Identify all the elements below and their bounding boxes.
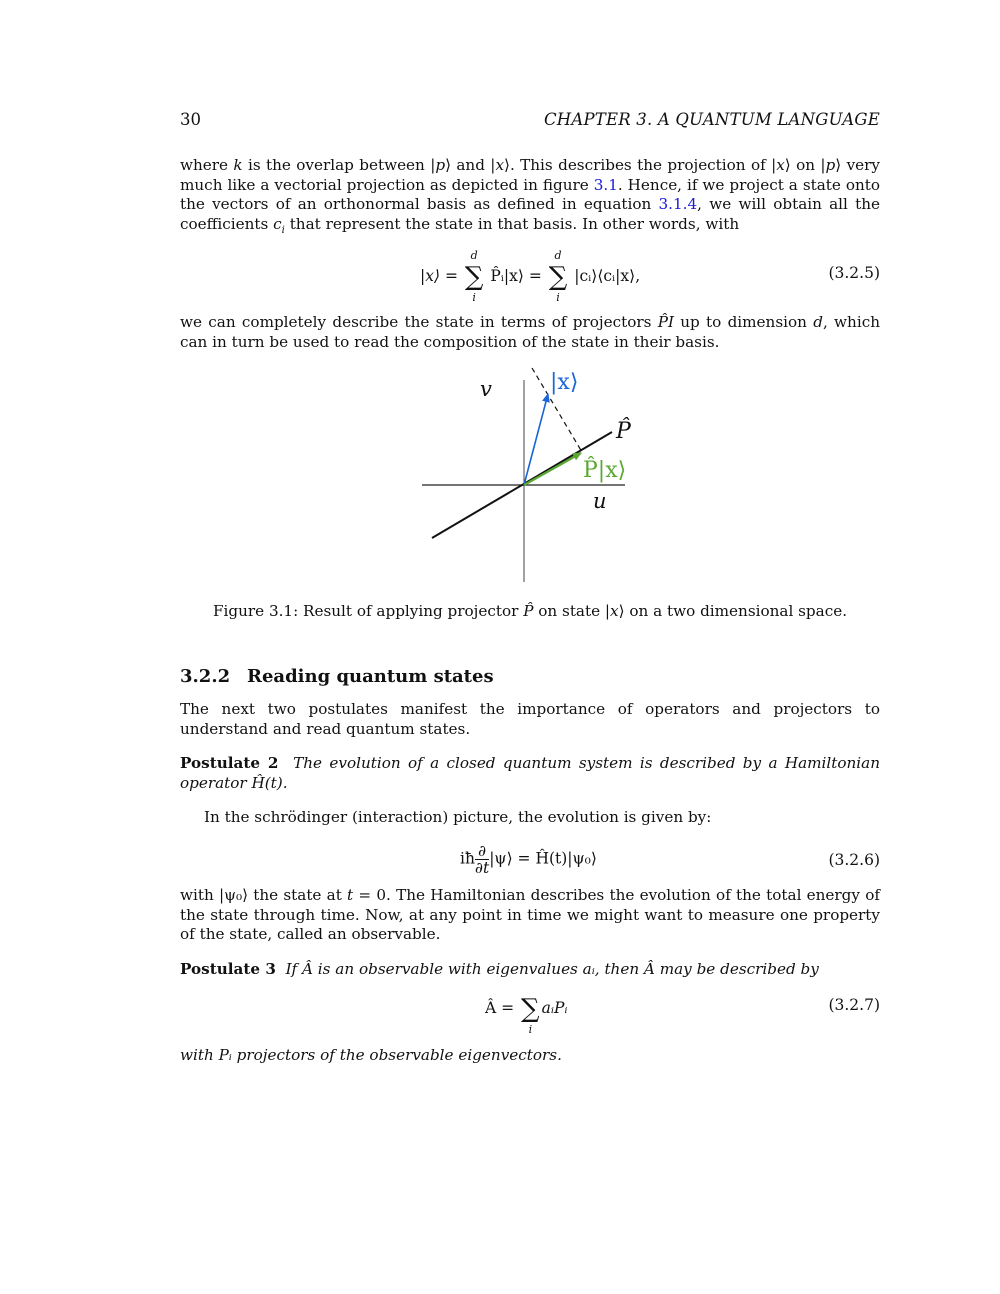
figure-ref-link[interactable]: 3.1 xyxy=(593,175,618,194)
section-heading xyxy=(180,666,494,687)
summation-symbol: ∑ d i xyxy=(464,249,484,304)
chapter-title: CHAPTER 3. A QUANTUM LANGUAGE xyxy=(543,110,880,129)
running-header xyxy=(180,110,880,132)
figure-caption: Figure 3.1: Result of applying projector P̂ on state |x⟩ on a two dimensional space. xyxy=(212,602,848,620)
postulate-3: Postulate 3 If Â is an observable with eigenvalues aᵢ, then Â may be described by xyxy=(180,960,819,978)
label-projector: P̂ xyxy=(616,419,631,444)
page-number: 30 xyxy=(180,110,201,129)
label-u: u xyxy=(593,489,607,513)
equation-3-2-7: Â = ∑ i aᵢPᵢ (3.2.7) xyxy=(485,994,880,1036)
summation-symbol: ∑ d i xyxy=(548,249,568,304)
document-page xyxy=(180,0,880,1294)
postulate-2: Postulate 2 The evolution of a closed quantum system is described by a Hamiltonian operator Ĥ(t). xyxy=(180,754,880,792)
partial-derivative: $\frac{\partial}{\partial t}$ xyxy=(474,842,490,877)
label-x-state: |x⟩ xyxy=(550,370,579,395)
equation-3-2-6: iħ $\frac{\partial}{\partial t}$ |ψ⟩ = Ĥ(t)|ψ₀⟩ (3.2.6) xyxy=(460,842,880,877)
hamiltonian-paragraph: with |ψ₀⟩ the state at t = 0. The Hamiltonian describes the evolution of the total energy of the state through time. Now, at any point in time we might want to measure one property of the state, called an observable. xyxy=(180,886,880,944)
projected-vector xyxy=(524,453,581,485)
postulates-intro-paragraph: The next two postulates manifest the importance of operators and projectors to understand and read quantum states. xyxy=(180,700,880,738)
section-title: Reading quantum states xyxy=(247,666,494,687)
label-projection: P̂|x⟩ xyxy=(583,458,627,483)
label-v: v xyxy=(480,377,492,401)
intro-paragraph: where k is the overlap between |p⟩ and |x⟩. This describes the projection of |x⟩ on |p⟩ very much like a vectorial projection as depicted in figure 3.1. Hence, if we project a state onto the vectors of an orthonormal basis as defined in equation 3.1.4, we will obtain all the coefficients $c_i$ that represent the state in that basis. In other words, with xyxy=(180,156,881,236)
equation-number: (3.2.7) xyxy=(828,996,880,1014)
equation-number: (3.2.6) xyxy=(828,851,880,869)
summation-symbol: ∑ i xyxy=(521,994,540,1036)
projection-figure xyxy=(410,360,650,590)
schrodinger-paragraph: In the schrödinger (interaction) picture, the evolution is given by: xyxy=(204,808,712,826)
equation-number: (3.2.5) xyxy=(828,264,880,282)
equation-ref-link[interactable]: 3.1.4 xyxy=(658,195,698,214)
equation-3-2-5: |x⟩ = ∑ d i P̂ᵢ|x⟩ = ∑ d i |cᵢ⟩⟨cᵢ|x⟩, (3.2.5) xyxy=(420,249,880,304)
closing-line: with Pᵢ projectors of the observable eigenvectors. xyxy=(180,1046,562,1064)
postulate-label: Postulate 2 xyxy=(180,754,279,772)
section-number: 3.2.2 xyxy=(180,666,231,687)
projector-paragraph: we can completely describe the state in terms of projectors P̂I up to dimension d, which can in turn be used to read the composition of the state in their basis. xyxy=(180,313,880,351)
postulate-label: Postulate 3 xyxy=(180,960,276,978)
